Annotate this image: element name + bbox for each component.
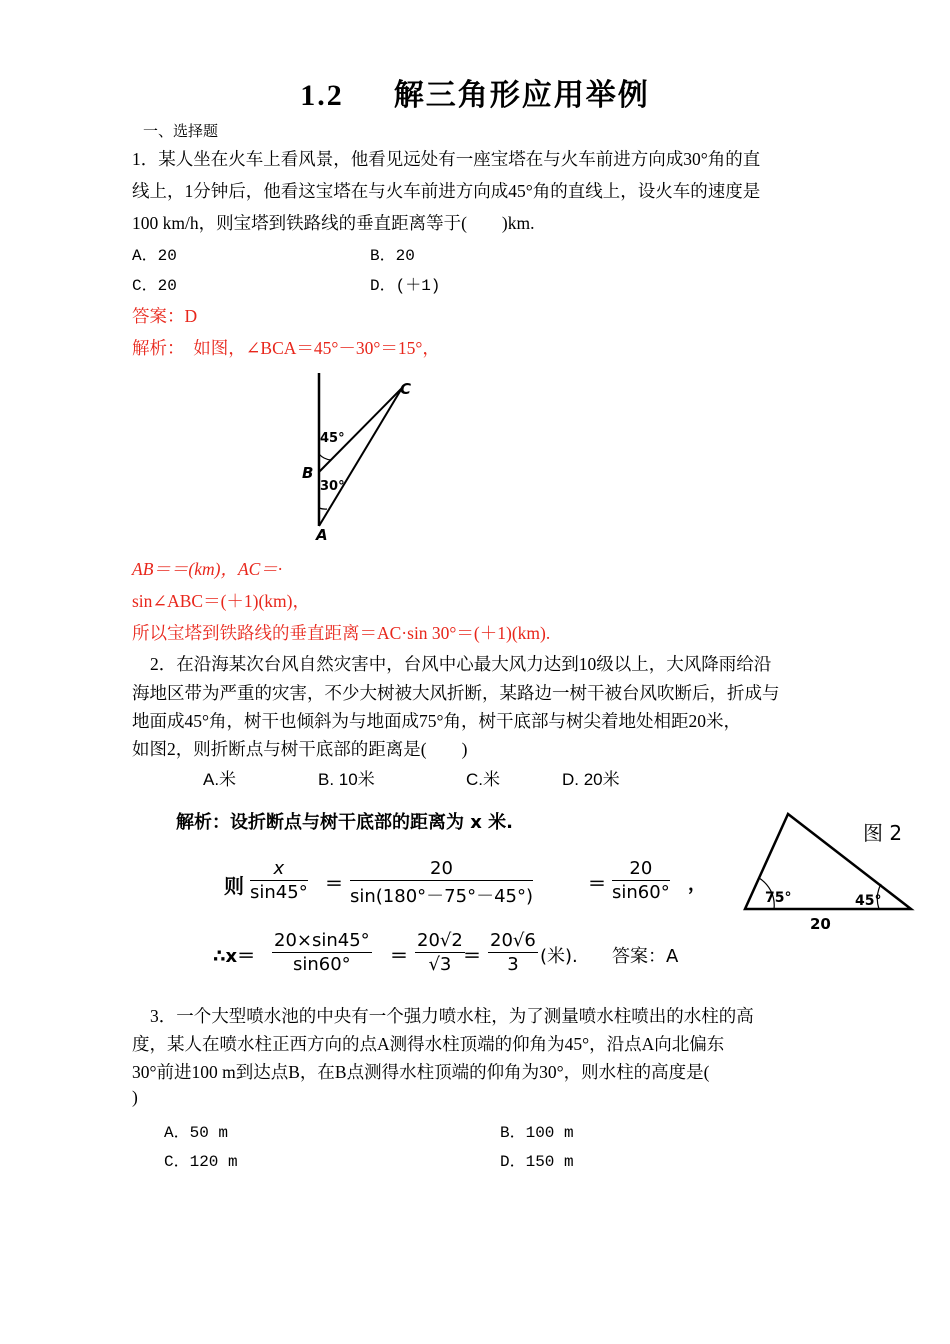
q1-option-a: A．20 [132,247,177,265]
q1-figure-arc-30 [319,508,327,509]
q2-fraction-1-den: sin45° [250,882,308,903]
q2-unit: (米). [540,946,578,967]
q2-option-a: A.米 [203,770,237,789]
q1-line-3: 100 km/h，则宝塔到铁路线的垂直距离等于( )km. [132,213,535,233]
q3-option-d: D．150 m [500,1153,574,1171]
q2-equals-3: ＝ [390,946,408,967]
q3-option-a: A．50 m [164,1124,229,1142]
q1-line-1: 1．某人坐在火车上看风景，他看见远处有一座宝塔在与火车前进方向成30°角的直 [132,149,761,169]
title-text: 解三角形应用举例 [393,79,650,112]
q2-fraction-1-num: x [250,858,308,881]
section-heading: 一、选择题 [143,124,219,140]
q2-fraction-3 [612,858,670,903]
q2-option-b: B. 10米 [318,770,375,789]
q2-fraction-6-den: 3 [507,954,519,975]
q1-figure [295,368,425,544]
q2-fraction-4-num: 20×sin45° [274,930,370,951]
q2-fraction-2-den: sin(180°－75°－45°) [350,886,533,907]
q3-line-2: 度，某人在喷水柱正西方向的点A测得水柱顶端的仰角为45°，沿点A向北偏东 [132,1034,725,1054]
q1-solution-line-1: AB＝＝(km)，AC＝· [132,559,283,579]
q3-option-b: B．100 m [500,1124,574,1142]
q2-fraction-1 [250,858,308,903]
q2-solution-line-1: 解析：设折断点与树干底部的距离为 x 米. [176,812,513,833]
q2-fraction-4 [272,930,372,975]
q2-fraction-4-den: sin60° [292,954,351,975]
q1-solution-line-2: sin∠ABC＝(＋1)(km)， [132,591,310,611]
q2-fraction-5-num: 20√2 [417,930,463,951]
q2-line-1: 2．在沿海某次台风自然灾害中，台风中心最大风力达到10级以上，大风降雨给沿 [150,654,772,674]
q2-figure [738,808,938,938]
q2-line-4: 如图2，则折断点与树干底部的距离是( ) [132,739,468,759]
q2-fraction-5-den: √3 [428,954,452,975]
q1-line-2: 线上，1分钟后，他看这宝塔在与火车前进方向成45°角的直线上，设火车的速度是 [132,181,761,201]
q2-therefore: ∴x＝ [213,946,256,967]
q1-solution-line-3: 所以宝塔到铁路线的垂直距离＝AC·sin 30°＝(＋1)(km). [132,623,551,643]
q1-option-d: D．(＋1) [370,277,441,295]
q2-fraction-5 [415,930,465,975]
q1-figure-label-30: 30° [320,479,345,494]
q2-fraction-6 [488,930,538,975]
q1-option-c: C．20 [132,277,177,295]
q1-figure-arc-45 [319,454,331,460]
q2-solution-ze: 则 [224,874,244,898]
q2-equals-1: ＝ [325,874,343,895]
q1-answer: 答案：D [132,306,198,326]
q1-figure-label-c: C [400,380,412,398]
q2-fraction-2 [350,858,533,908]
q3-line-4: ) [132,1087,138,1107]
q1-figure-label-a: A [316,526,328,544]
q2-fraction-3-num: 20 [612,858,670,881]
page-title [0,70,950,114]
q1-analysis: 解析： 如图，∠BCA＝45°－30°＝15°， [132,338,440,358]
q2-answer: 答案：A [612,946,679,967]
q2-option-d: D. 20米 [562,770,620,789]
q3-line-1: 3．一个大型喷水池的中央有一个强力喷水柱，为了测量喷水柱喷出的水柱的高 [150,1006,754,1026]
q2-option-c: C.米 [466,770,500,789]
q1-figure-line-bc [319,388,402,472]
q1-option-b: B．20 [370,247,415,265]
q2-figure-caption: 图 2 [863,821,903,845]
q2-equals-4: ＝ [463,946,481,967]
q1-figure-line-ac [319,388,402,526]
q2-fraction-2-num: 20 [350,858,533,881]
q3-option-c: C．120 m [164,1153,238,1171]
q2-fraction-3-den: sin60° [612,882,670,903]
q3-line-3: 30°前进100 m到达点B，在B点测得水柱顶端的仰角为30°，则水柱的高度是( [132,1062,710,1082]
q2-figure-label-75: 75° [765,890,792,906]
q2-line-2: 海地区带为严重的灾害，不少大树被大风折断，某路边一树干被台风吹断后，折成与 [132,683,780,703]
q1-figure-label-b: B [302,464,314,482]
q2-equals-2: ＝ [588,874,606,895]
q2-figure-label-20: 20 [810,915,831,933]
q1-figure-label-45: 45° [320,431,345,446]
title-number: 1.2 [300,79,344,112]
q2-figure-label-45: 45° [855,893,882,909]
q2-comma: ， [688,874,706,895]
q2-fraction-6-num: 20√6 [490,930,536,951]
q2-line-3: 地面成45°角，树干也倾斜为与地面成75°角，树干底部与树尖着地处相距20米， [132,711,741,731]
